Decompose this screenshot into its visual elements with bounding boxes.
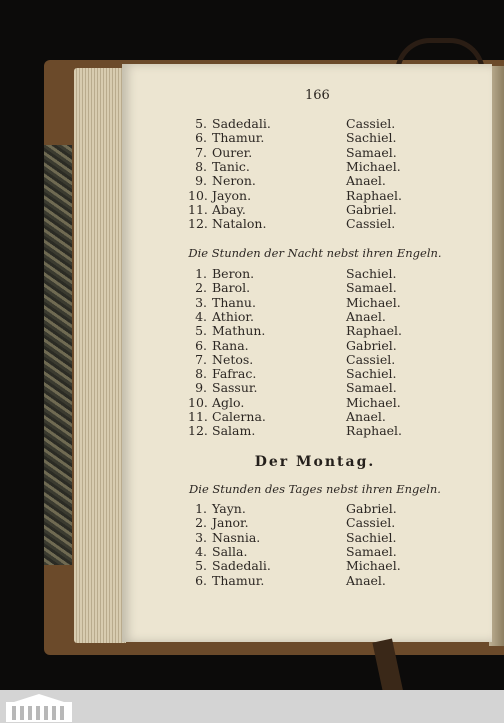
- hour-number: 4.: [195, 543, 207, 559]
- hour-row: [188, 337, 397, 353]
- angel-name: Michael.: [346, 394, 401, 410]
- hour-number: 9.: [195, 380, 207, 396]
- hour-name: Barol.: [212, 280, 251, 296]
- angel-name: Cassiel.: [346, 116, 396, 131]
- section-heading: Die Stunden der Nacht nebst ihren Engeln.: [188, 246, 442, 260]
- hour-number: 4.: [195, 308, 207, 324]
- hour-name: Sassur.: [212, 380, 258, 396]
- angel-name: Sachiel.: [346, 529, 397, 545]
- hour-row: [188, 173, 386, 189]
- hour-name: Thamur.: [212, 572, 265, 588]
- angel-name: Cassiel.: [346, 351, 396, 367]
- hour-number: 12.: [188, 423, 208, 439]
- marbled-cover-edge: [44, 145, 72, 565]
- angel-name: Michael.: [346, 158, 401, 174]
- hour-number: 5.: [195, 116, 207, 131]
- hour-row: [188, 543, 397, 559]
- hour-number: 7.: [195, 144, 207, 160]
- page-stack-left: [74, 68, 126, 643]
- hour-number: 3.: [195, 294, 207, 310]
- hour-name: Abay.: [212, 201, 246, 217]
- hour-name: Ourer.: [212, 144, 253, 160]
- angel-name: Cassiel.: [346, 515, 396, 531]
- hour-number: 11.: [188, 409, 208, 424]
- hour-name: Thamur.: [212, 130, 265, 146]
- hour-number: 6.: [195, 337, 207, 353]
- hour-row: [188, 394, 401, 410]
- hour-row: [188, 187, 403, 203]
- hour-name: Sadedali.: [212, 558, 271, 574]
- hour-number: 8.: [195, 366, 207, 382]
- hour-name: Salla.: [212, 543, 248, 559]
- hour-number: 5.: [195, 558, 207, 574]
- hour-number: 11.: [188, 201, 208, 217]
- day-heading: Der Montag.: [254, 454, 376, 470]
- hour-number: 10.: [188, 394, 208, 410]
- hour-row: [188, 380, 397, 396]
- hour-name: Mathun.: [212, 323, 266, 339]
- hour-number: 3.: [195, 529, 207, 545]
- hour-row: [188, 351, 396, 367]
- hour-row: [188, 409, 386, 424]
- angel-name: Samael.: [346, 543, 397, 559]
- angel-name: Anael.: [346, 173, 386, 189]
- hour-name: Janor.: [212, 515, 249, 531]
- angel-name: Sachiel.: [346, 366, 397, 382]
- hour-row: [188, 130, 397, 146]
- hour-name: Aglo.: [212, 394, 245, 410]
- angel-name: Samael.: [346, 144, 397, 160]
- angel-name: Anael.: [346, 308, 386, 324]
- hour-name: Beron.: [212, 266, 255, 281]
- hour-number: 8.: [195, 158, 207, 174]
- hour-number: 1.: [195, 501, 207, 516]
- hour-row: [188, 572, 386, 588]
- section-heading: Die Stunden des Tages nebst ihren Engeln.: [189, 482, 441, 496]
- hour-row: [188, 116, 396, 131]
- hour-row: [188, 144, 397, 160]
- hour-row: [188, 201, 397, 217]
- angel-name: Sachiel.: [346, 130, 397, 146]
- hour-row: [188, 294, 401, 310]
- hour-row: [188, 158, 401, 174]
- hour-name: Athior.: [212, 308, 254, 324]
- hour-number: 7.: [195, 351, 207, 367]
- hour-name: Netos.: [212, 351, 254, 367]
- library-building-logo-icon: [4, 692, 74, 722]
- hour-row: [188, 266, 397, 281]
- angel-name: Anael.: [346, 409, 386, 424]
- footer-bar: [0, 690, 504, 723]
- hour-row: [188, 501, 397, 516]
- hour-row: [188, 280, 397, 296]
- hour-number: 6.: [195, 130, 207, 146]
- hour-name: Thanu.: [212, 294, 256, 310]
- hour-row: [188, 558, 401, 574]
- hour-name: Salam.: [212, 423, 256, 439]
- hour-row: [188, 423, 403, 439]
- hour-name: Nasnia.: [212, 529, 261, 545]
- angel-name: Gabriel.: [346, 337, 397, 353]
- angel-name: Gabriel.: [346, 201, 397, 217]
- page-number: 166: [305, 88, 330, 103]
- hour-number: 5.: [195, 323, 207, 339]
- hour-number: 1.: [195, 266, 207, 281]
- hour-name: Rana.: [212, 337, 249, 353]
- angel-name: Cassiel.: [346, 216, 396, 232]
- angel-name: Raphael.: [346, 323, 403, 339]
- angel-name: Raphael.: [346, 187, 403, 203]
- angel-name: Samael.: [346, 380, 397, 396]
- hour-name: Calerna.: [212, 409, 266, 424]
- hour-name: Fafrac.: [212, 366, 257, 382]
- hour-name: Yayn.: [212, 501, 246, 516]
- angel-name: Gabriel.: [346, 501, 397, 516]
- hour-name: Natalon.: [212, 216, 267, 232]
- hour-number: 2.: [195, 515, 207, 531]
- hour-row: [188, 323, 403, 339]
- angel-name: Raphael.: [346, 423, 403, 439]
- angel-name: Michael.: [346, 558, 401, 574]
- angel-name: Samael.: [346, 280, 397, 296]
- hour-row: [188, 366, 397, 382]
- hour-number: 9.: [195, 173, 207, 189]
- hour-name: Tanic.: [212, 158, 250, 174]
- hour-name: Sadedali.: [212, 116, 271, 131]
- hour-name: Jayon.: [212, 187, 252, 203]
- hour-name: Neron.: [212, 173, 256, 189]
- hour-number: 10.: [188, 187, 208, 203]
- hour-row: [188, 515, 396, 531]
- hour-number: 12.: [188, 216, 208, 232]
- angel-name: Anael.: [346, 572, 386, 588]
- angel-name: Sachiel.: [346, 266, 397, 281]
- hour-row: [188, 216, 396, 232]
- hour-row: [188, 308, 386, 324]
- hour-number: 2.: [195, 280, 207, 296]
- angel-name: Michael.: [346, 294, 401, 310]
- hour-number: 6.: [195, 572, 207, 588]
- hour-row: [188, 529, 397, 545]
- book-page: [122, 64, 492, 642]
